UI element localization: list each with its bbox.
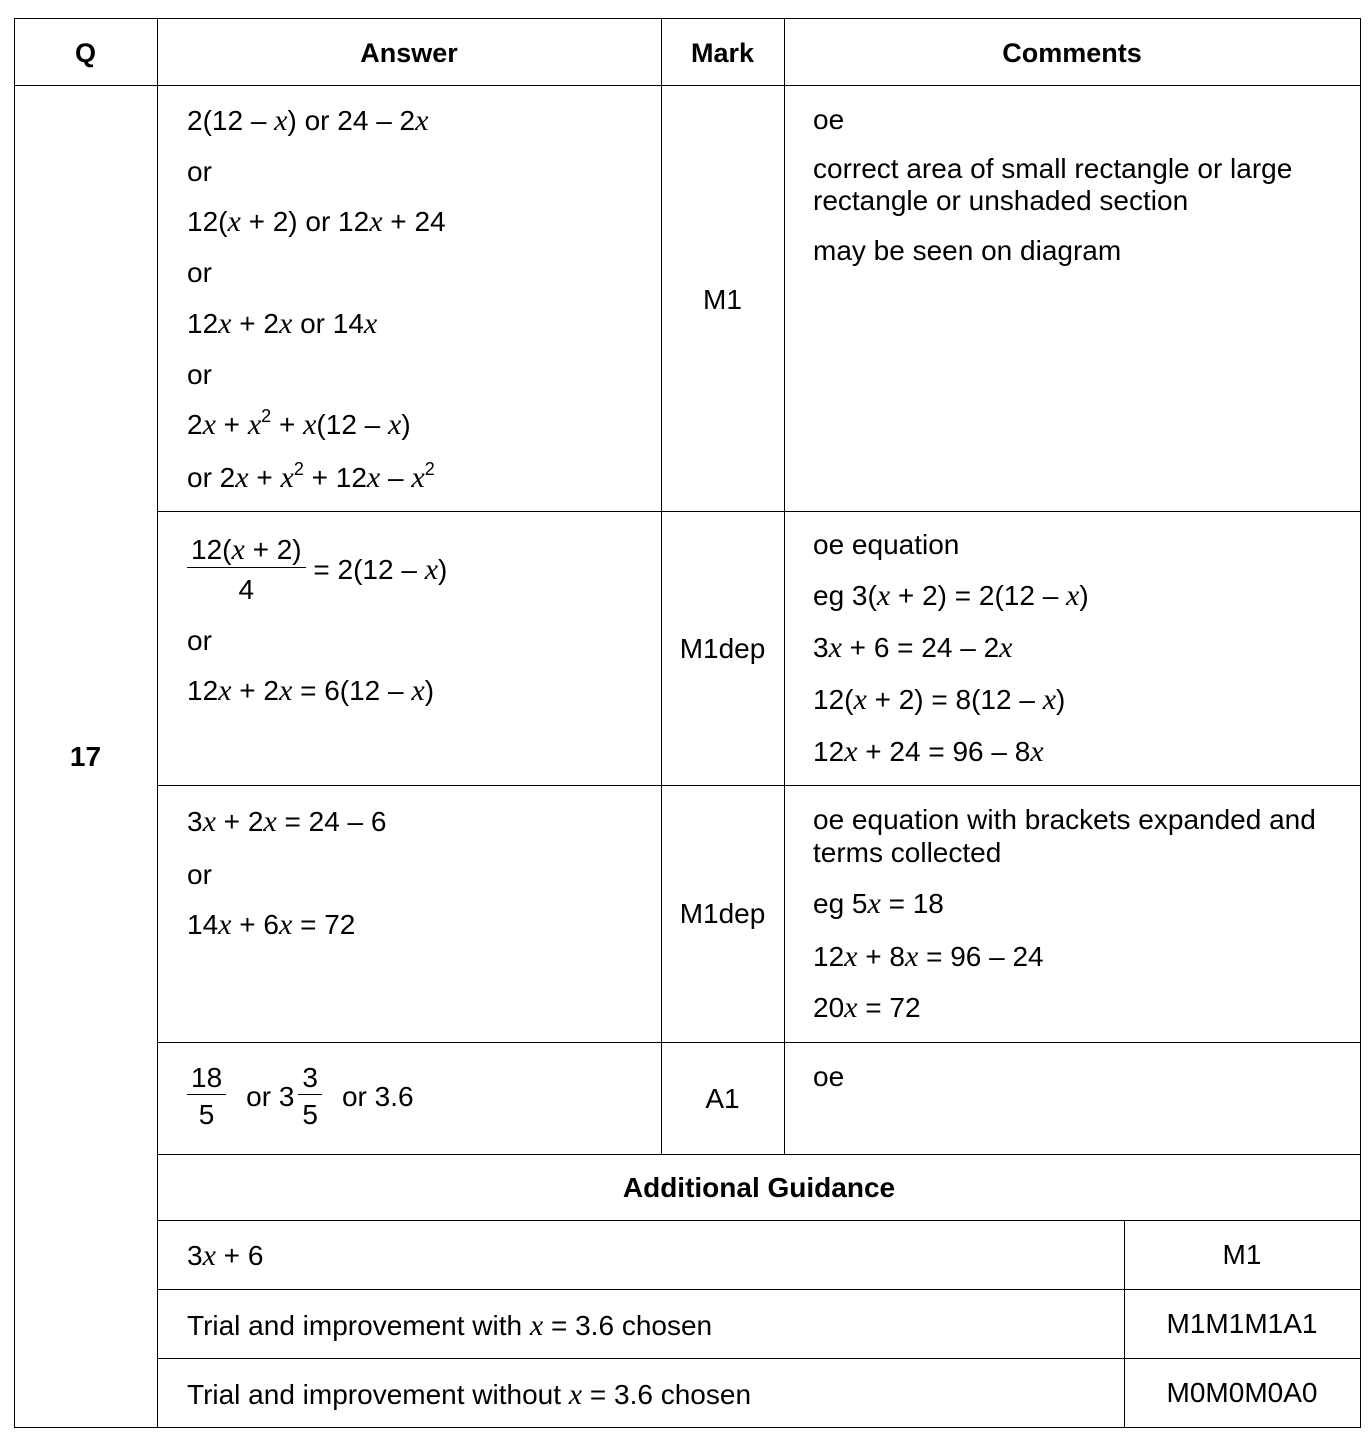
border-top xyxy=(14,18,1361,19)
answer-line: $2x + x^2 + x(12 - x)$ xyxy=(187,406,411,441)
header-divider xyxy=(14,85,1361,86)
or-label: or xyxy=(187,859,212,890)
or-label: or xyxy=(187,359,212,390)
guidance-mark: M1M1M1A1 xyxy=(1166,1308,1318,1339)
comment-line: terms collected xyxy=(813,837,1002,868)
comment-line: eg 5x = 18 xyxy=(813,887,944,920)
comment-line: 12x + 8x = 96 – 24 xyxy=(813,940,1044,973)
answer-fractions: $\frac{18}{5}$ or 3 $\frac{3}{5}$ or 3.6 xyxy=(187,1062,414,1131)
comment-line: correct area of small rectangle or large xyxy=(813,153,1293,184)
header-comments: Comments xyxy=(1002,38,1142,68)
col-divider-q xyxy=(157,18,158,1428)
answer-line: 12x + 2x or 14x xyxy=(187,307,378,340)
header-answer: Answer xyxy=(360,38,458,68)
answer-line: 12(x + 2) or 12x + 24 xyxy=(187,205,446,238)
row-divider-2 xyxy=(157,785,1361,786)
guidance-title-divider xyxy=(157,1220,1361,1221)
answer-line: 14x + 6x = 72 xyxy=(187,908,356,941)
answer-line: 2(12 – x) or 24 – 2x xyxy=(187,104,429,137)
comment-line: oe xyxy=(813,1061,845,1092)
header-mark: Mark xyxy=(690,38,755,68)
comment-line: oe equation xyxy=(813,529,960,560)
answer-line: 12x + 2x = 6(12 – x) xyxy=(187,674,435,707)
or-label: or xyxy=(187,625,212,656)
guidance-mark: M1 xyxy=(1222,1239,1262,1270)
mark-value: M1dep xyxy=(679,633,766,664)
row-divider-3 xyxy=(157,1042,1361,1043)
comment-line: 3x + 6 = 24 – 2x xyxy=(813,631,1013,664)
comment-line: 12x + 24 = 96 – 8x xyxy=(813,735,1044,768)
guidance-title: Additional Guidance xyxy=(622,1172,896,1203)
row-divider-4 xyxy=(157,1154,1361,1155)
mark-value: M1dep xyxy=(679,898,766,929)
guidance-item: 3x + 6 xyxy=(187,1239,264,1272)
border-left xyxy=(14,18,15,1428)
comment-line: 20x = 72 xyxy=(813,991,921,1024)
row-divider-1 xyxy=(157,511,1361,512)
guidance-divider-1 xyxy=(157,1289,1361,1290)
guidance-mark: M0M0M0A0 xyxy=(1166,1377,1318,1408)
border-right xyxy=(1360,18,1361,1428)
or-label: or xyxy=(187,257,212,288)
comment-line: 12(x + 2) = 8(12 – x) xyxy=(813,683,1066,716)
col-divider-mark xyxy=(784,18,785,1155)
mark-value: M1 xyxy=(703,284,742,315)
fraction: $\frac{18}{5}$ xyxy=(187,1062,226,1131)
or-label: or xyxy=(187,156,212,187)
comment-line: oe xyxy=(813,104,845,135)
header-q: Q xyxy=(74,38,96,68)
comment-line: eg 3(x + 2) = 2(12 – x) xyxy=(813,579,1089,612)
guidance-item: Trial and improvement with x = 3.6 chosen xyxy=(187,1309,713,1342)
answer-line: or $2x + x^2 + 12x - x^2$ xyxy=(187,459,435,494)
mark-value: A1 xyxy=(705,1083,740,1114)
fraction: $\frac{12(x + 2)}{4}$ xyxy=(187,533,306,606)
border-bottom xyxy=(14,1427,1361,1428)
fraction: $\frac{3}{5}$ xyxy=(298,1062,322,1131)
guidance-item: Trial and improvement without x = 3.6 chosen xyxy=(187,1378,752,1411)
comment-line: oe equation with brackets expanded and xyxy=(813,804,1316,835)
answer-fraction-equation: $\frac{12(x + 2)}{4}$ = 2(12 – x) xyxy=(187,533,447,606)
comment-line: rectangle or unshaded section xyxy=(813,185,1189,216)
guidance-divider-2 xyxy=(157,1358,1361,1359)
answer-line: 3x + 2x = 24 – 6 xyxy=(187,805,387,838)
question-number: 17 xyxy=(69,741,102,772)
comment-line: may be seen on diagram xyxy=(813,235,1122,266)
col-divider-answer xyxy=(661,18,662,1155)
